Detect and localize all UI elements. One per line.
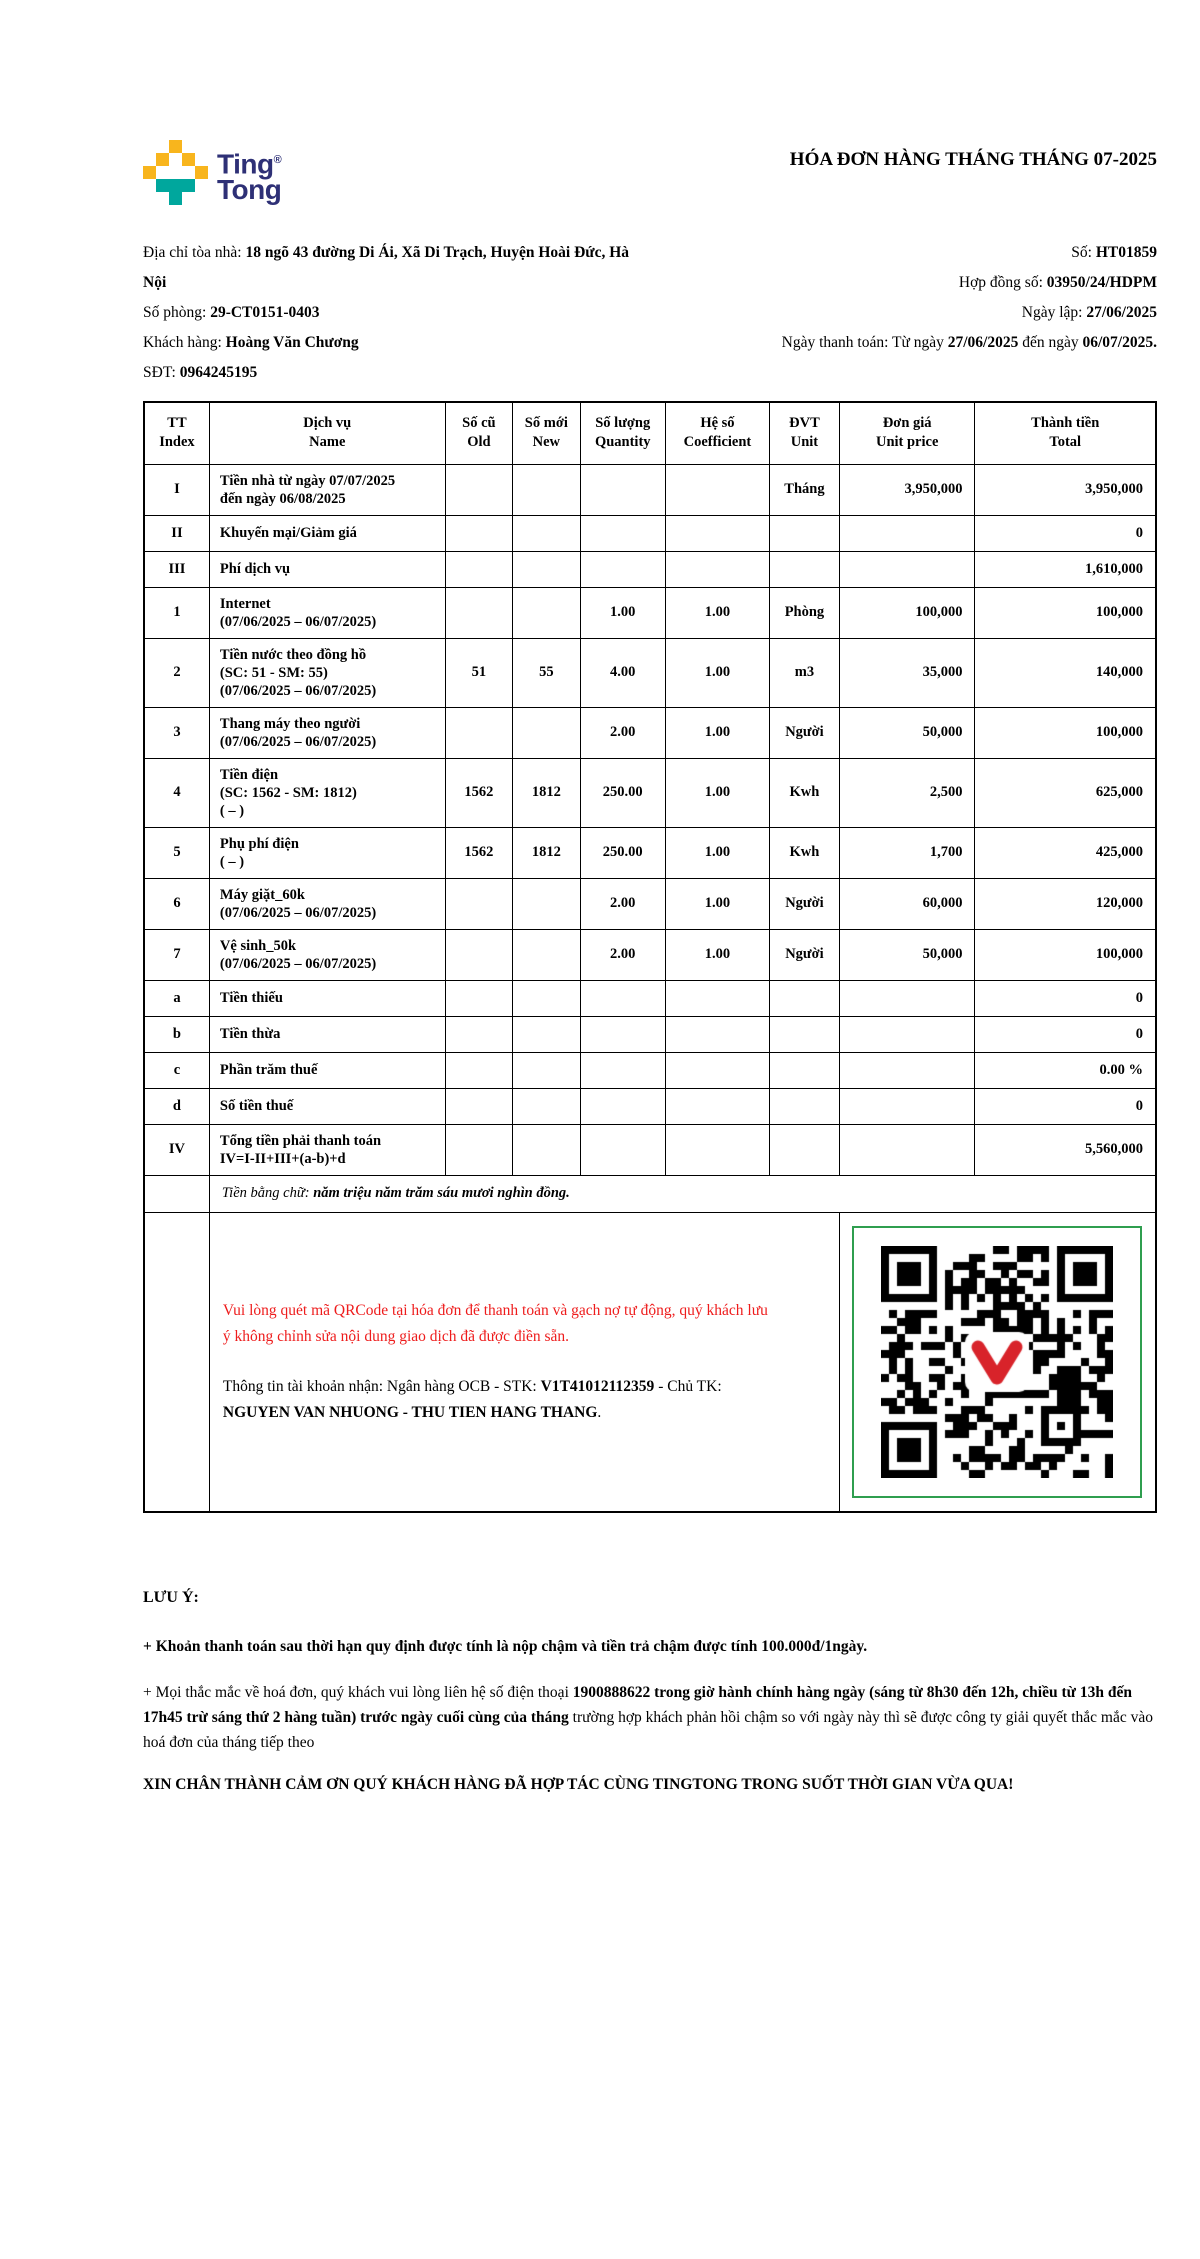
info-line: Địa chỉ tòa nhà: 18 ngõ 43 đường Di Ái, Xã Di Trạch, Huyện Hoài Đức, Hà Nội: [143, 244, 630, 291]
info-line: Số: HT01859: [1071, 244, 1157, 261]
column-header: Hệ số Coefficient: [665, 402, 769, 464]
column-header: Số cũ Old: [445, 402, 512, 464]
qr-code: [852, 1226, 1142, 1498]
qr-instruction-text: Vui lòng quét mã QRCode tại hóa đơn để thanh toán và gạch nợ tự động, quý khách lưu ý không chỉnh sửa nội dung giao dịch đã được điền sẵn.: [222, 1301, 768, 1345]
column-header: Số lượng Quantity: [580, 402, 665, 464]
logo-pixel: [195, 166, 208, 179]
amount-in-words: Tiền bằng chữ: năm triệu năm trăm sáu mươi nghìn đồng.: [209, 1175, 1156, 1212]
tingtong-logo-icon: [143, 140, 208, 205]
info-line: Ngày lập: 27/06/2025: [1021, 304, 1157, 321]
tingtong-logo: [143, 140, 281, 205]
table-row: c Phần trăm thuế 0.00 %: [144, 1052, 1156, 1088]
table-row: 5 Phụ phí điện ( – ) 1562 1812 250.00 1.00 Kwh 1,700 425,000: [144, 827, 1156, 878]
thank-you-note: XIN CHÂN THÀNH CẢM ƠN QUÝ KHÁCH HÀNG ĐÃ HỢP TÁC CÙNG TINGTONG TRONG SUỐT THỜI GIAN VỪA QUA!: [143, 1776, 1014, 1793]
info-right-column: [782, 238, 1157, 358]
table-header-row: [144, 402, 1156, 464]
column-header: TT Index: [144, 402, 209, 464]
info-line: Khách hàng: Hoàng Văn Chương: [143, 334, 359, 351]
column-header: Số mới New: [513, 402, 580, 464]
account-info-text: Thông tin tài khoản nhận: Ngân hàng OCB - STK: V1T41012112359 - Chủ TK: NGUYEN VAN NHUONG - THU TIEN HANG THANG.: [222, 1377, 722, 1421]
table-row: b Tiền thừa 0: [144, 1016, 1156, 1052]
table-row: IV Tổng tiền phải thanh toán IV=I-II+III+(a-b)+d 5,560,000: [144, 1124, 1156, 1175]
table-row: a Tiền thiếu 0: [144, 980, 1156, 1016]
amount-in-words-row: [144, 1175, 1156, 1212]
qr-code-image: [881, 1246, 1113, 1478]
logo-pixel: [143, 166, 156, 179]
logo-pixel: [169, 192, 182, 205]
note-contact: + Mọi thắc mắc về hoá đơn, quý khách vui lòng liên hệ số điện thoại 1900888622 trong giờ hành chính hàng ngày (sáng từ 8h30 đến 12h, chiều từ 13h đến 17h45 trừ sáng thứ 2 hàng tuần) trước ngày cuối cùng của tháng trường hợp khách phản hồi chậm so với ngày này thì sẽ được công ty giải quyết thắc mắc vào hoá đơn của tháng tiếp theo: [143, 1684, 1153, 1751]
invoice-header: [143, 140, 1157, 205]
column-header: Dịch vụ Name: [209, 402, 445, 464]
table-row: 7 Vệ sinh_50k (07/06/2025 – 06/07/2025) 2.00 1.00 Người 50,000 100,000: [144, 929, 1156, 980]
logo-word-ting: Ting: [217, 148, 274, 180]
logo-word-tong: Tong: [217, 174, 282, 206]
registered-mark: ®: [273, 154, 282, 166]
column-header: Thành tiền Total: [975, 402, 1156, 464]
table-row: d Số tiền thuế 0: [144, 1088, 1156, 1124]
column-header: Đơn giá Unit price: [839, 402, 975, 464]
info-left-column: [143, 238, 648, 388]
logo-pixel: [182, 153, 195, 166]
table-row: 3 Thang máy theo người (07/06/2025 – 06/07/2025) 2.00 1.00 Người 50,000 100,000: [144, 707, 1156, 758]
logo-pixel: [156, 179, 195, 192]
info-line: Hợp đồng số: 03950/24/HDPM: [958, 274, 1157, 291]
invoice-table: [143, 401, 1157, 1513]
table-row: 2 Tiền nước theo đồng hồ (SC: 51 - SM: 55) (07/06/2025 – 06/07/2025) 51 55 4.00 1.00 m3 35,000 140,000: [144, 638, 1156, 707]
invoice-title: HÓA ĐƠN HÀNG THÁNG THÁNG 07-2025: [789, 149, 1157, 170]
table-row: II Khuyến mại/Giảm giá 0: [144, 515, 1156, 551]
notes-section: [143, 1585, 1157, 1797]
table-row: 1 Internet (07/06/2025 – 06/07/2025) 1.00 1.00 Phòng 100,000 100,000: [144, 587, 1156, 638]
note-late-payment: + Khoản thanh toán sau thời hạn quy định được tính là nộp chậm và tiền trả chậm được tính 100.000đ/1ngày.: [143, 1638, 868, 1655]
qr-row: [144, 1212, 1156, 1512]
logo-pixel: [156, 153, 169, 166]
table-row: 6 Máy giặt_60k (07/06/2025 – 06/07/2025) 2.00 1.00 Người 60,000 120,000: [144, 878, 1156, 929]
table-row: III Phí dịch vụ 1,610,000: [144, 551, 1156, 587]
invoice-info: [143, 238, 1157, 388]
qr-cell: [839, 1212, 1156, 1512]
info-line: SĐT: 0964245195: [143, 364, 258, 381]
info-line: Số phòng: 29-CT0151-0403: [143, 304, 320, 321]
qr-text-cell: [209, 1212, 839, 1512]
info-line: Ngày thanh toán: Từ ngày 27/06/2025 đến ngày 06/07/2025.: [781, 334, 1157, 351]
notes-heading: LƯU Ý:: [143, 1589, 199, 1606]
column-header: ĐVT Unit: [769, 402, 839, 464]
table-row: 4 Tiền điện (SC: 1562 - SM: 1812) ( – ) 1562 1812 250.00 1.00 Kwh 2,500 625,000: [144, 758, 1156, 827]
tingtong-logo-text: [217, 147, 282, 206]
empty-cell: [144, 1175, 209, 1212]
table-row: I Tiền nhà từ ngày 07/07/2025 đến ngày 06/08/2025 Tháng 3,950,000 3,950,000: [144, 464, 1156, 515]
logo-pixel: [169, 140, 182, 153]
empty-cell: [144, 1212, 209, 1512]
invoice-content: [143, 0, 1157, 1797]
